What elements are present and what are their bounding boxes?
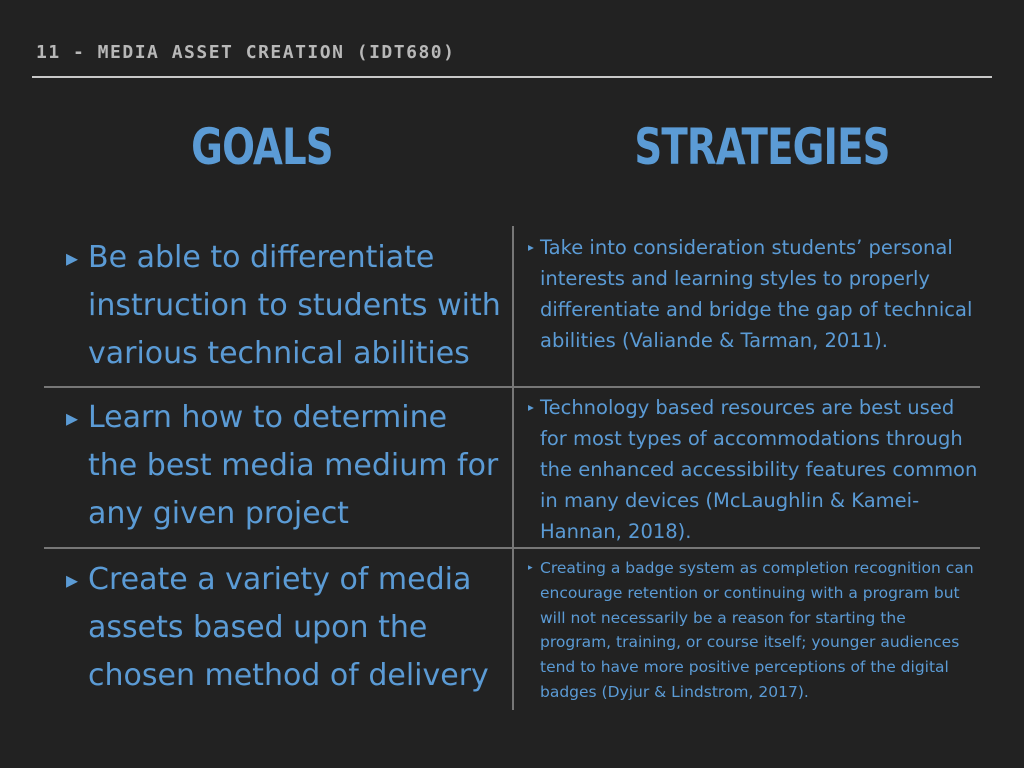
slide-header: 11 - MEDIA ASSET CREATION (IDT680): [36, 42, 456, 63]
goal-text: Learn how to determine the best media medium for any given project: [88, 400, 499, 531]
goal-text: Be able to differentiate instruction to students with various technical abilities: [88, 240, 501, 371]
column-divider: [512, 226, 514, 710]
strategy-cell-2: [528, 392, 978, 547]
row-divider: [44, 547, 980, 549]
goals-heading: GOALS: [191, 118, 333, 176]
strategy-text: Technology based resources are best used for most types of accommodations through the enhanced accessibility features common in many devices (McLaughlin & Kamei-Hannan, 2018).: [540, 396, 978, 543]
triangle-bullet-icon: ▸: [66, 566, 79, 594]
header-divider: [32, 76, 992, 78]
strategy-cell-3: [528, 556, 978, 705]
row-divider: [44, 386, 980, 388]
goal-text: Create a variety of media assets based upon the chosen method of delivery: [88, 562, 489, 693]
triangle-bullet-icon: ▸: [528, 240, 534, 254]
strategy-text: Take into consideration students’ personal interests and learning styles to properly differentiate and bridge the gap of technical abilities (Valiande & Tarman, 2011).: [540, 236, 973, 352]
triangle-bullet-icon: ▸: [528, 400, 534, 414]
strategies-heading: STRATEGIES: [634, 118, 890, 176]
triangle-bullet-icon: ▸: [66, 404, 79, 432]
triangle-bullet-icon: ▸: [528, 562, 533, 573]
goal-cell-2: [44, 394, 504, 538]
goals-strategies-table: [44, 226, 980, 710]
strategy-cell-1: [528, 232, 978, 356]
triangle-bullet-icon: ▸: [66, 244, 79, 272]
goal-cell-3: [44, 556, 504, 700]
strategy-text: Creating a badge system as completion recognition can encourage retention or continuing with a program but will not necessarily be a reason for starting the program, training, or course itself; younger audiences tend to have more positive perceptions of the digital badges (Dyjur & Lindstrom, 2017).: [540, 559, 974, 701]
goal-cell-1: [44, 234, 504, 378]
